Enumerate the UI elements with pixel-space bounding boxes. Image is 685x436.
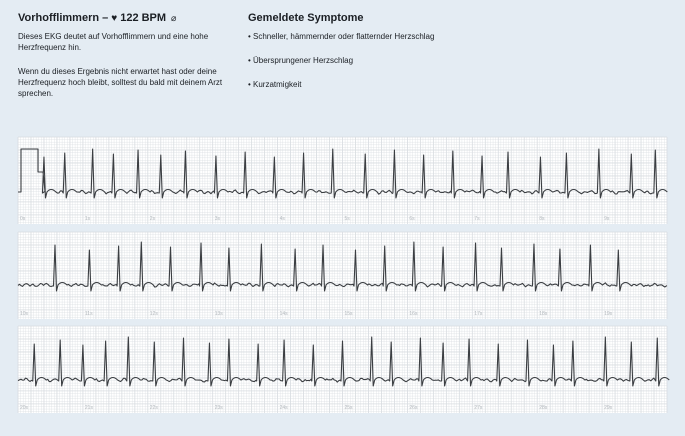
ecg-time-label: 16s [409, 311, 418, 317]
symptoms-title: Gemeldete Symptome [248, 12, 364, 24]
symptom-item: • Übersprungener Herzschlag [248, 56, 354, 65]
ecg-time-label: 21s [84, 405, 93, 411]
ecg-time-label: 18s [539, 311, 548, 317]
ecg-time-label: 2s [149, 216, 156, 222]
ecg-time-label: 24s [279, 405, 288, 411]
pulse-icon: ⌀ [171, 12, 177, 23]
ecg-time-label: 27s [474, 405, 483, 411]
ecg-time-label: 5s [344, 216, 350, 222]
result-description: Dieses EKG deutet auf Vorhofflimmern und eine hohe Herzfrequenz hin. [18, 32, 209, 52]
ecg-time-label: 28s [539, 405, 548, 411]
ecg-time-label: 8s [539, 216, 545, 222]
ecg-time-label: 25s [344, 405, 353, 411]
ecg-time-label: 13s [214, 311, 223, 317]
ecg-time-label: 22s [149, 405, 158, 411]
symptom-item: • Kurzatmigkeit [248, 80, 302, 89]
ecg-time-label: 12s [149, 311, 158, 317]
heart-icon: ♥ [111, 12, 118, 24]
ecg-time-label: 14s [279, 311, 288, 317]
ecg-time-label: 7s [474, 216, 480, 222]
bpm-unit: BPM [141, 12, 167, 24]
ecg-strip [18, 326, 669, 413]
ecg-time-label: 0s [20, 216, 26, 222]
ecg-time-label: 6s [409, 216, 415, 222]
result-title-prefix: Vorhofflimmern – [18, 12, 109, 24]
ecg-time-label: 15s [344, 311, 353, 317]
ecg-time-label: 4s [279, 216, 285, 222]
ecg-strip [18, 232, 667, 319]
ecg-strip [18, 137, 667, 224]
ecg-time-label: 10s [20, 311, 29, 317]
symptom-item: • Schneller, hämmernder oder flatternder Herzschlag [248, 32, 435, 41]
result-advice: Wenn du dieses Ergebnis nicht erwartet hast oder deine Herzfrequenz hoch bleibt, solltest du bald mit deinem Arzt sprechen. [18, 67, 223, 98]
ecg-time-label: 11s [84, 311, 93, 317]
bpm-value: 122 [120, 12, 139, 24]
ecg-time-label: 19s [604, 311, 613, 317]
ecg-time-label: 20s [20, 405, 29, 411]
ecg-time-label: 29s [604, 405, 613, 411]
ecg-time-label: 26s [409, 405, 418, 411]
ecg-time-label: 23s [214, 405, 223, 411]
ecg-time-label: 1s [84, 216, 91, 222]
ecg-time-label: 17s [474, 311, 483, 317]
ecg-time-label: 3s [214, 216, 220, 222]
ecg-time-label: 9s [604, 216, 610, 222]
